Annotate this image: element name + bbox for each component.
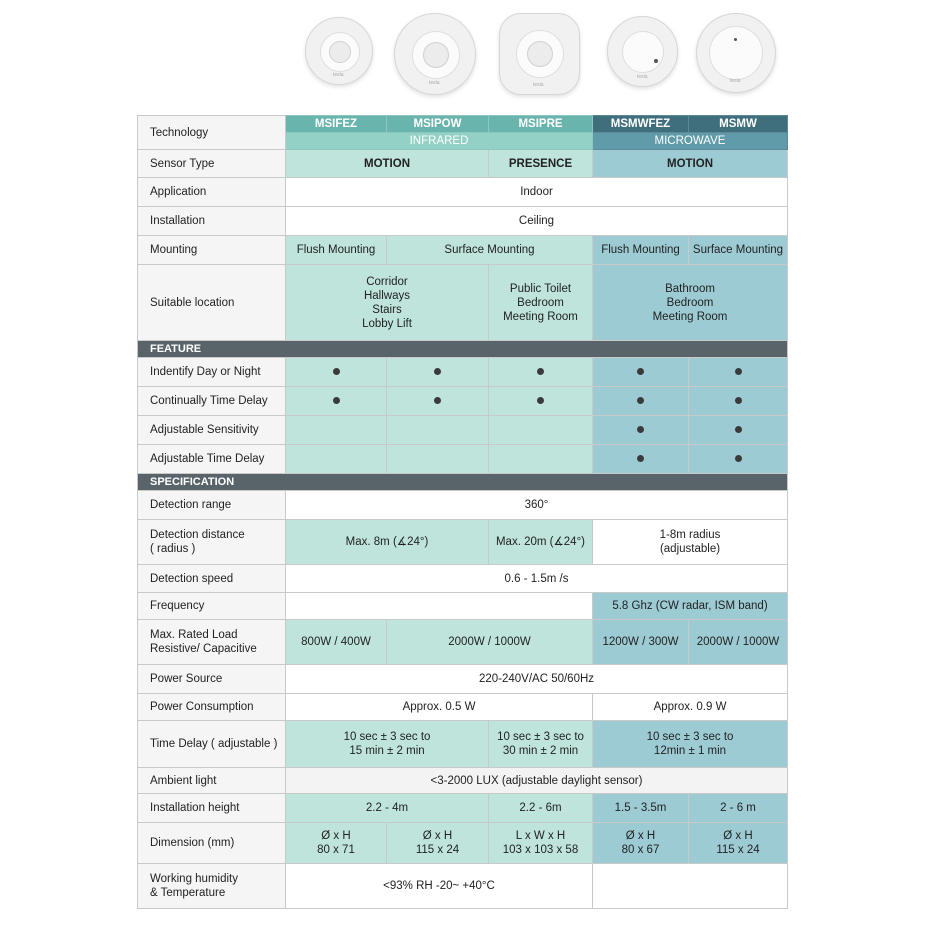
table-row	[138, 565, 788, 593]
table-row	[138, 474, 788, 491]
row-label: Time Delay ( adjustable )	[138, 721, 286, 768]
sensor-image-msmwfez	[607, 16, 678, 87]
location-line: Hallways	[363, 289, 410, 302]
row-label: Power Source	[138, 665, 286, 694]
sensor-brand-label: tesla	[429, 80, 440, 86]
table-row	[138, 864, 788, 909]
feature-bullet-icon	[637, 455, 644, 462]
feature-cell	[689, 358, 788, 387]
table-row	[138, 491, 788, 520]
table-row	[138, 341, 788, 358]
cell-value: MOTION	[593, 150, 788, 178]
feature-bullet-icon	[637, 397, 644, 404]
category-microwave: MICROWAVE	[593, 133, 788, 150]
table-row	[138, 665, 788, 694]
row-label: Power Consumption	[138, 694, 286, 721]
table-row	[138, 768, 788, 794]
sensor-brand-label: tesla	[533, 82, 544, 88]
label-line: Resistive/ Capacitive	[150, 643, 257, 655]
cell-value: 0.6 - 1.5m /s	[286, 565, 788, 593]
location-line: Stairs	[372, 303, 402, 316]
location-line: Bedroom	[517, 296, 564, 309]
cell-value	[489, 265, 593, 341]
feature-row	[138, 358, 788, 387]
model-msifez: MSIFEZ	[286, 116, 387, 133]
row-label: Adjustable Sensitivity	[138, 416, 286, 445]
feature-cell	[387, 387, 489, 416]
technology-label: Technology	[138, 116, 286, 150]
table-row	[138, 265, 788, 341]
feature-bullet-icon	[637, 426, 644, 433]
model-msmw: MSMW	[689, 116, 788, 133]
feature-bullet-icon	[537, 397, 544, 404]
model-msmwfez: MSMWFEZ	[593, 116, 689, 133]
feature-bullet-icon	[333, 397, 340, 404]
sensor-image-msifez	[305, 17, 373, 85]
cell-value: 800W / 400W	[286, 620, 387, 665]
cell-value: 1200W / 300W	[593, 620, 689, 665]
value-line: 30 min ± 2 min	[502, 745, 579, 757]
sensor-image-msipow	[394, 13, 476, 95]
cell-value: 2.2 - 4m	[286, 794, 489, 823]
cell-value	[387, 823, 489, 864]
value-line: Ø x H	[321, 830, 351, 842]
row-label: Adjustable Time Delay	[138, 445, 286, 474]
value-line: (adjustable)	[659, 543, 721, 555]
table-row	[138, 794, 788, 823]
feature-cell	[387, 445, 489, 474]
feature-cell	[286, 445, 387, 474]
table-row	[138, 593, 788, 620]
row-label	[138, 520, 286, 565]
row-label: Mounting	[138, 236, 286, 265]
feature-bullet-icon	[434, 368, 441, 375]
row-label: Dimension (mm)	[138, 823, 286, 864]
table-row	[138, 721, 788, 768]
sensor-brand-label: tesla	[637, 74, 648, 80]
table-row	[138, 694, 788, 721]
feature-cell	[593, 416, 689, 445]
feature-section-header: FEATURE	[138, 341, 788, 358]
cell-value: 360°	[286, 491, 788, 520]
label-line: Detection distance	[150, 529, 245, 541]
feature-row	[138, 416, 788, 445]
cell-value: MOTION	[286, 150, 489, 178]
cell-value: 2.2 - 6m	[489, 794, 593, 823]
location-line: Lobby Lift	[362, 317, 412, 330]
row-label: Installation height	[138, 794, 286, 823]
row-label: Continually Time Delay	[138, 387, 286, 416]
cell-value: Flush Mounting	[593, 236, 689, 265]
value-line: 115 x 24	[415, 844, 460, 856]
location-line: Bedroom	[666, 296, 714, 309]
model-msipow: MSIPOW	[387, 116, 489, 133]
row-label: Installation	[138, 207, 286, 236]
label-line: ( radius )	[150, 543, 196, 555]
cell-value	[593, 864, 788, 909]
cell-value	[593, 265, 788, 341]
cell-value: Indoor	[286, 178, 788, 207]
cell-value	[489, 721, 593, 768]
row-label: Detection speed	[138, 565, 286, 593]
row-label: Suitable location	[138, 265, 286, 341]
feature-cell	[387, 358, 489, 387]
feature-bullet-icon	[637, 368, 644, 375]
feature-cell	[286, 387, 387, 416]
feature-bullet-icon	[434, 397, 441, 404]
label-line: Working humidity	[150, 873, 238, 885]
cell-value	[593, 721, 788, 768]
value-line: Ø x H	[625, 830, 656, 842]
cell-value	[286, 721, 489, 768]
row-label: Indentify Day or Night	[138, 358, 286, 387]
cell-value: Max. 20m (∡24°)	[489, 520, 593, 565]
value-line: 80 x 67	[621, 844, 660, 856]
spec-table	[137, 115, 788, 909]
feature-bullet-icon	[537, 368, 544, 375]
cell-value: Surface Mounting	[387, 236, 593, 265]
cell-value: 5.8 Ghz (CW radar, ISM band)	[593, 593, 788, 620]
feature-cell	[387, 416, 489, 445]
location-line: Public Toilet	[509, 282, 572, 295]
feature-bullet-icon	[735, 426, 742, 433]
value-line: 115 x 24	[716, 844, 760, 856]
value-line: 12min ± 1 min	[653, 745, 727, 757]
model-msipre: MSIPRE	[489, 116, 593, 133]
feature-cell	[489, 387, 593, 416]
sensor-images	[0, 0, 928, 108]
value-line: 80 x 71	[317, 844, 355, 856]
value-line: L x W x H	[515, 830, 566, 842]
cell-value	[286, 593, 593, 620]
cell-value: Surface Mounting	[689, 236, 788, 265]
location-line: Meeting Room	[503, 310, 578, 323]
feature-cell	[489, 445, 593, 474]
sensor-brand-label: tesla	[730, 78, 741, 84]
row-label: Application	[138, 178, 286, 207]
label-line: Max. Rated Load	[150, 629, 238, 641]
row-label: Frequency	[138, 593, 286, 620]
value-line: 10 sec ± 3 sec to	[343, 731, 431, 743]
feature-cell	[489, 358, 593, 387]
table-row	[138, 236, 788, 265]
value-line: 10 sec ± 3 sec to	[646, 731, 734, 743]
cell-value: Ceiling	[286, 207, 788, 236]
feature-bullet-icon	[735, 368, 742, 375]
feature-cell	[593, 358, 689, 387]
cell-value: Flush Mounting	[286, 236, 387, 265]
table-row	[138, 823, 788, 864]
cell-value	[286, 823, 387, 864]
location-line: Meeting Room	[652, 310, 728, 323]
cell-value: 2 - 6 m	[689, 794, 788, 823]
cell-value: Max. 8m (∡24°)	[286, 520, 489, 565]
row-label: Detection range	[138, 491, 286, 520]
cell-value	[489, 823, 593, 864]
cell-value: 1.5 - 3.5m	[593, 794, 689, 823]
sensor-image-msmw	[696, 13, 776, 93]
cell-value	[689, 823, 788, 864]
value-line: Ø x H	[723, 830, 753, 842]
cell-value: PRESENCE	[489, 150, 593, 178]
feature-bullet-icon	[735, 455, 742, 462]
row-label	[138, 620, 286, 665]
table-row	[138, 116, 788, 133]
location-line: Bathroom	[665, 282, 715, 295]
value-line: Ø x H	[422, 830, 453, 842]
value-line: 1-8m radius	[659, 529, 721, 541]
cell-value: 220-240V/AC 50/60Hz	[286, 665, 788, 694]
cell-value: 2000W / 1000W	[689, 620, 788, 665]
feature-bullet-icon	[333, 368, 340, 375]
feature-row	[138, 445, 788, 474]
sensor-brand-label: tesla	[333, 72, 344, 78]
row-label	[138, 864, 286, 909]
cell-value	[593, 520, 788, 565]
feature-cell	[489, 416, 593, 445]
cell-value: <93% RH -20~ +40°C	[286, 864, 593, 909]
cell-value: 2000W / 1000W	[387, 620, 593, 665]
label-line: & Temperature	[150, 887, 226, 899]
feature-cell	[689, 445, 788, 474]
table-row	[138, 620, 788, 665]
feature-cell	[286, 358, 387, 387]
table-row	[138, 178, 788, 207]
feature-cell	[689, 387, 788, 416]
value-line: 15 min ± 2 min	[349, 745, 425, 757]
value-line: 10 sec ± 3 sec to	[497, 731, 584, 743]
table-row	[138, 520, 788, 565]
cell-value	[286, 265, 489, 341]
feature-cell	[689, 416, 788, 445]
sensor-image-msipre	[499, 13, 580, 95]
specification-section-header: SPECIFICATION	[138, 474, 788, 491]
feature-cell	[593, 445, 689, 474]
location-line: Corridor	[366, 275, 408, 288]
feature-row	[138, 387, 788, 416]
category-infrared: INFRARED	[286, 133, 593, 150]
cell-value: <3-2000 LUX (adjustable daylight sensor)	[286, 768, 788, 794]
table-row	[138, 150, 788, 178]
value-line: 103 x 103 x 58	[502, 844, 579, 856]
row-label: Sensor Type	[138, 150, 286, 178]
feature-cell	[593, 387, 689, 416]
cell-value: Approx. 0.5 W	[286, 694, 593, 721]
feature-cell	[286, 416, 387, 445]
cell-value: Approx. 0.9 W	[593, 694, 788, 721]
table-row	[138, 207, 788, 236]
feature-bullet-icon	[735, 397, 742, 404]
cell-value	[593, 823, 689, 864]
row-label: Ambient light	[138, 768, 286, 794]
